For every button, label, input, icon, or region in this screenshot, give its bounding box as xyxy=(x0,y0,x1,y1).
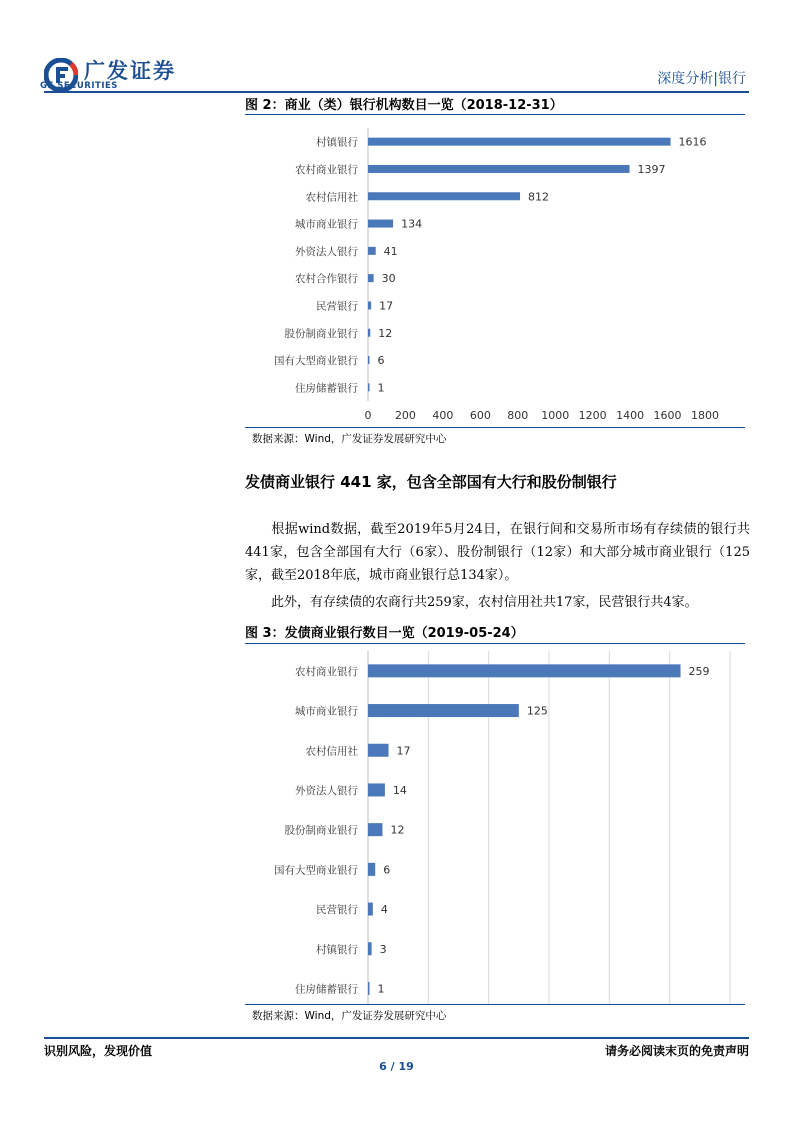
x-tick-label: 800 xyxy=(507,409,529,422)
figure-3-source: 数据来源：Wind，广发证券发展研究中心 xyxy=(252,1010,447,1022)
figure-2-bar-chart xyxy=(245,115,745,427)
bar xyxy=(368,192,520,200)
category-label: 住房储蓄银行 xyxy=(295,382,358,395)
data-label: 12 xyxy=(390,823,405,837)
x-tick-label: 1800 xyxy=(691,409,719,422)
bar xyxy=(368,274,374,282)
x-tick-label: 1400 xyxy=(616,409,645,422)
category-label: 农村商业银行 xyxy=(295,163,358,176)
category-label: 外资法人银行 xyxy=(295,784,358,797)
data-label: 134 xyxy=(401,217,423,231)
data-label: 14 xyxy=(392,783,407,797)
category-label: 外资法人银行 xyxy=(295,245,358,258)
data-label: 1616 xyxy=(678,135,707,149)
bar xyxy=(368,942,372,955)
paragraph-1 xyxy=(245,518,750,587)
category-label: 股份制商业银行 xyxy=(284,824,358,837)
bar xyxy=(368,165,630,173)
figure-3-chart-box xyxy=(245,644,745,1005)
x-tick-label: 600 xyxy=(469,409,491,422)
bar xyxy=(368,356,370,364)
data-label: 3 xyxy=(379,942,387,956)
data-label: 17 xyxy=(379,299,394,313)
figure-3-bar-chart xyxy=(245,644,745,1004)
category-label: 村镇银行 xyxy=(316,136,358,149)
data-label: 259 xyxy=(688,664,710,678)
figure-3-caption: 图 3：发债商业银行数目一览（2019-05-24） xyxy=(245,626,524,641)
category-label: 村镇银行 xyxy=(316,943,358,956)
bar xyxy=(368,823,382,836)
footer-disclaimer-link[interactable]: 请务必阅读末页的免责声明 xyxy=(604,1044,749,1058)
bar xyxy=(368,704,519,717)
category-label: 住房储蓄银行 xyxy=(295,983,358,996)
category-label: 农村合作银行 xyxy=(295,273,358,286)
data-label: 4 xyxy=(380,903,388,917)
bar xyxy=(368,138,671,146)
bar xyxy=(368,664,681,677)
category-label: 民营银行 xyxy=(316,300,358,313)
brand-name-cn: 广发证券 xyxy=(84,59,176,83)
category-label: 国有大型商业银行 xyxy=(274,864,358,877)
data-label: 6 xyxy=(383,863,391,877)
x-tick-label: 1200 xyxy=(578,409,607,422)
bar xyxy=(368,982,370,995)
x-tick-label: 1000 xyxy=(541,409,570,422)
figure-2-source: 数据来源：Wind，广发证券发展研究中心 xyxy=(252,433,447,445)
paragraph-2 xyxy=(245,591,750,614)
category-label: 国有大型商业银行 xyxy=(274,355,358,368)
brand-name-en: GF SECURITIES xyxy=(40,81,118,91)
page-number: 6 / 19 xyxy=(379,1060,414,1073)
bar xyxy=(368,301,371,309)
data-label: 1 xyxy=(377,381,385,395)
bar xyxy=(368,783,385,796)
paragraph-1-text: 根据wind数据，截至2019年5月24日，在银行间和交易所市场有存续债的银行共441家，包含全部国有大行（6家）、股份制银行（12家）和大部分城市商业银行（125家，截至2018年底，城市商业银行总134家）。 xyxy=(245,522,750,583)
bar xyxy=(368,329,370,337)
data-label: 125 xyxy=(526,704,548,718)
footer-slogan: 识别风险，发现价值 xyxy=(44,1044,153,1058)
data-label: 1 xyxy=(377,982,385,996)
category-label: 城市商业银行 xyxy=(295,218,358,231)
data-label: 6 xyxy=(377,354,385,368)
category-label: 农村信用社 xyxy=(305,745,358,758)
data-label: 1397 xyxy=(637,162,666,176)
bar xyxy=(368,863,375,876)
x-tick-label: 400 xyxy=(432,409,454,422)
figure-2-caption: 图 2：商业（类）银行机构数目一览（2018-12-31） xyxy=(245,98,563,113)
category-label: 城市商业银行 xyxy=(295,705,358,718)
footer-divider xyxy=(44,1037,749,1039)
data-label: 12 xyxy=(378,326,393,340)
figure-2-chart-box xyxy=(245,115,745,428)
data-label: 812 xyxy=(528,190,550,204)
data-label: 30 xyxy=(381,272,396,286)
category-label: 农村商业银行 xyxy=(295,665,358,678)
bar xyxy=(368,744,389,757)
bar xyxy=(368,383,370,391)
category-label: 股份制商业银行 xyxy=(284,327,358,340)
bar xyxy=(368,247,376,255)
category-label: 民营银行 xyxy=(316,904,358,917)
report-category: 深度分析|银行 xyxy=(657,71,746,87)
bar xyxy=(368,903,373,916)
category-label: 农村信用社 xyxy=(305,191,358,204)
x-tick-label: 200 xyxy=(394,409,416,422)
header-divider xyxy=(44,91,749,93)
paragraph-2-text: 此外，有存续债的农商行共259家，农村信用社共17家，民营银行共4家。 xyxy=(271,595,698,610)
x-tick-label: 1600 xyxy=(653,409,682,422)
x-tick-label: 0 xyxy=(364,409,372,422)
bar xyxy=(368,220,393,228)
section-heading: 发债商业银行 441 家，包含全部国有大行和股份制银行 xyxy=(245,473,617,491)
data-label: 17 xyxy=(396,744,411,758)
data-label: 41 xyxy=(383,244,398,258)
